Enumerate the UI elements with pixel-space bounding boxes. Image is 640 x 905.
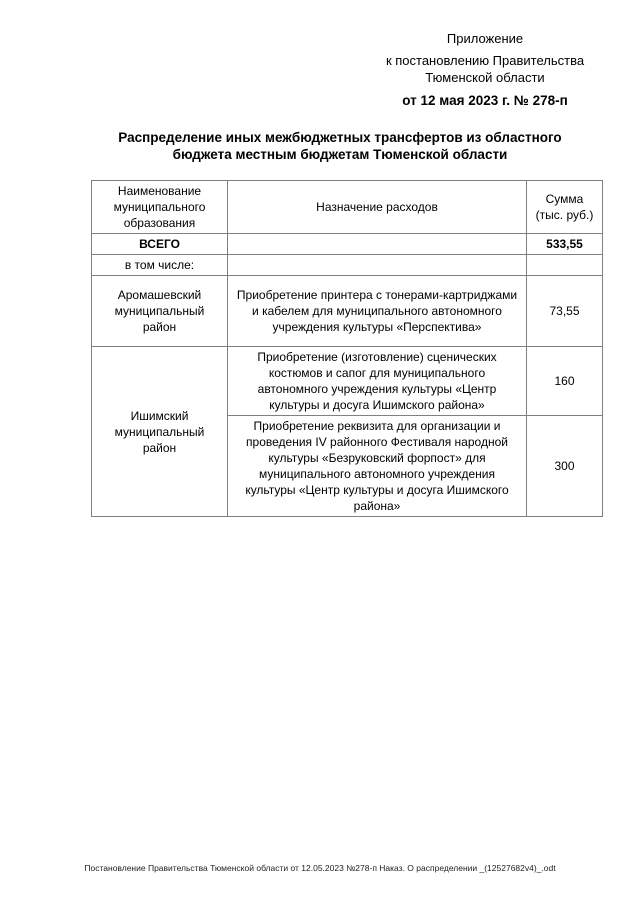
table-row	[92, 276, 603, 347]
table-row	[92, 347, 603, 416]
header-municipality: Наименование муниципального образования	[92, 181, 228, 234]
header-region: Тюменской области	[425, 70, 545, 85]
municipality-cell: Аромашевский муниципальный район	[92, 276, 228, 347]
total-label: ВСЕГО	[92, 234, 228, 255]
amount-cell: 160	[527, 347, 603, 416]
header-amount: Сумма (тыс. руб.)	[527, 181, 603, 234]
municipality-cell: Ишимский муниципальный район	[92, 347, 228, 517]
document-title	[90, 129, 590, 163]
title-line-2: бюджета местным бюджетам Тюменской области	[172, 147, 508, 162]
distribution-table	[91, 180, 603, 517]
including-row	[92, 255, 603, 276]
including-empty-purpose	[228, 255, 527, 276]
total-value: 533,55	[527, 234, 603, 255]
header-date-number: от 12 мая 2023 г. № 278-п	[402, 93, 568, 108]
total-purpose-empty	[228, 234, 527, 255]
amount-cell: 73,55	[527, 276, 603, 347]
total-row	[92, 234, 603, 255]
purpose-cell: Приобретение реквизита для организации и проведения IV районного Фестиваля народной культуры «Безруковский форпост» для муниципального автономного учреждения культуры «Центр культуры и досуга Ишимского района»	[228, 416, 527, 517]
purpose-cell: Приобретение принтера с тонерами-картриджами и кабелем для муниципального автономного учреждения культуры «Перспектива»	[228, 276, 527, 347]
table-header-row	[92, 181, 603, 234]
amount-cell: 300	[527, 416, 603, 517]
document-footer: Постановление Правительства Тюменской области от 12.05.2023 №278-п Наказ. О распределении _(12527682v4)_.odt	[84, 863, 556, 873]
header-purpose: Назначение расходов	[228, 181, 527, 234]
header-appendix: Приложение	[446, 31, 524, 46]
including-label: в том числе:	[92, 255, 228, 276]
header-resolution: к постановлению Правительства	[385, 53, 585, 68]
including-empty-amount	[527, 255, 603, 276]
title-line-1: Распределение иных межбюджетных трансфертов из областного	[118, 130, 562, 145]
purpose-cell: Приобретение (изготовление) сценических костюмов и сапог для муниципального автономного учреждения культуры «Центр культуры и досуга Ишимского района»	[228, 347, 527, 416]
